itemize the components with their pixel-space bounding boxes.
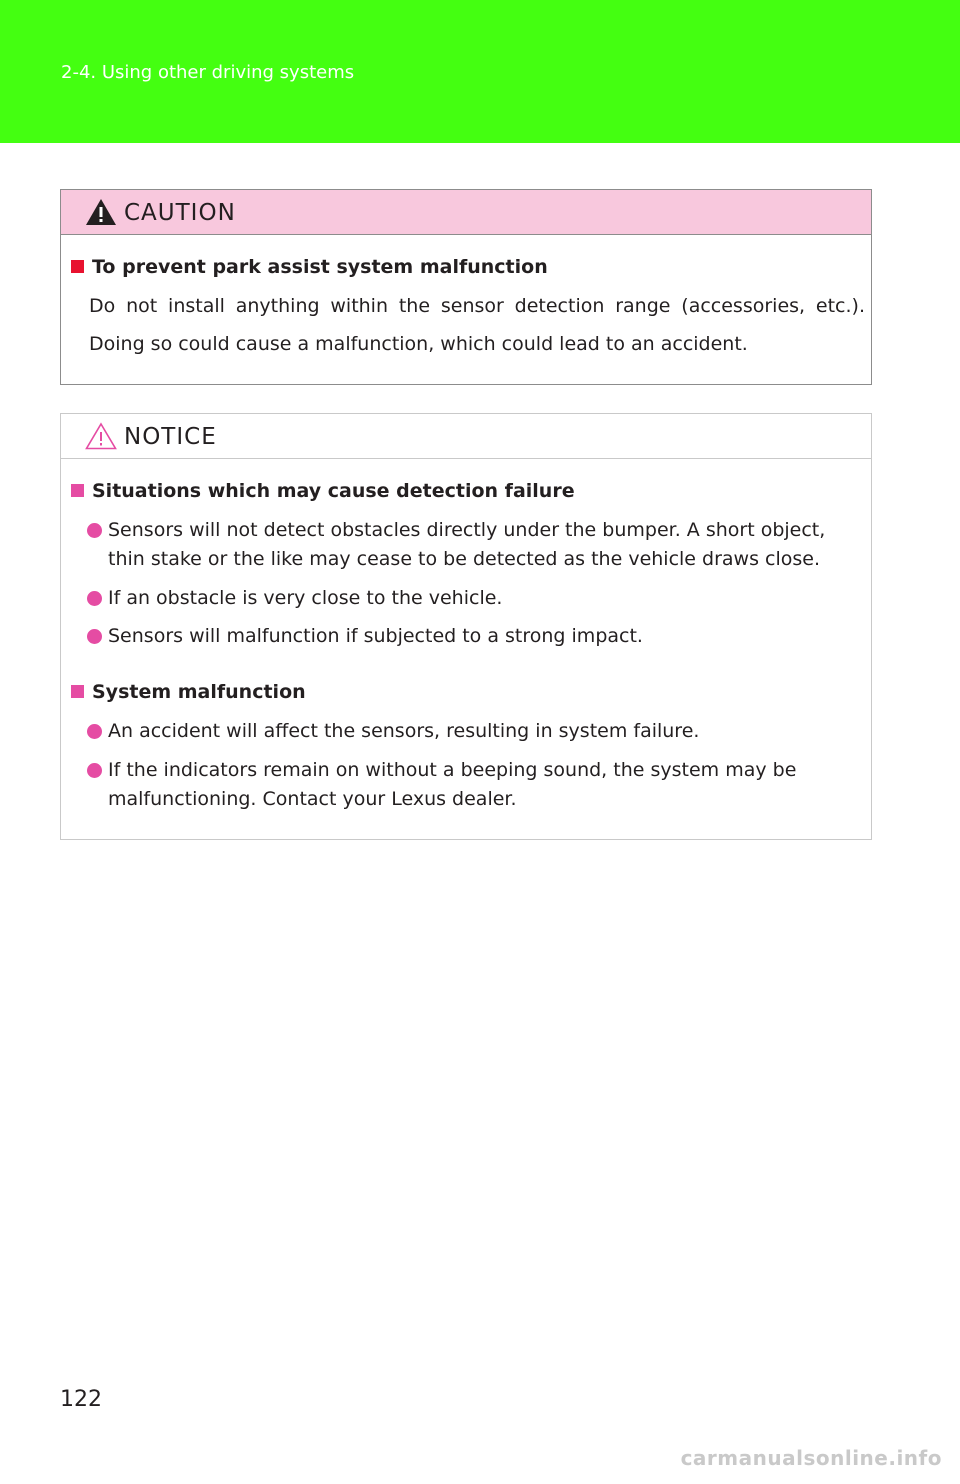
notice-header bbox=[61, 414, 871, 459]
list-item bbox=[87, 622, 865, 651]
list-item bbox=[87, 756, 865, 814]
circle-bullet-icon bbox=[87, 523, 102, 538]
caution-item-text: Do not install anything within the sensor detection range (accessories, etc.). Doing so could cause a malfunction, which could lead to an accident. bbox=[89, 295, 865, 355]
list-item-text: If the indicators remain on without a beeping sound, the system may be malfunctioning. Contact your Lexus dealer. bbox=[108, 759, 797, 810]
circle-bullet-icon bbox=[87, 763, 102, 778]
page-number: 122 bbox=[60, 1387, 102, 1412]
notice-item-title bbox=[71, 480, 575, 502]
circle-bullet-icon bbox=[87, 591, 102, 606]
list-item bbox=[87, 584, 865, 613]
square-bullet-icon bbox=[71, 484, 84, 497]
notice-label: NOTICE bbox=[124, 424, 217, 450]
notice-item-title bbox=[71, 681, 306, 703]
header-band bbox=[0, 0, 960, 143]
square-bullet-icon bbox=[71, 260, 84, 273]
watermark: carmanualsonline.info bbox=[680, 1446, 942, 1470]
list-item bbox=[87, 717, 865, 746]
warning-triangle-filled-icon bbox=[85, 198, 117, 226]
warning-triangle-outline-icon bbox=[85, 422, 117, 450]
notice-item-title-text: System malfunction bbox=[92, 681, 306, 703]
list-item-text: Sensors will malfunction if subjected to a strong impact. bbox=[108, 625, 643, 647]
caution-item-title bbox=[71, 256, 548, 278]
list-item-text: If an obstacle is very close to the vehicle. bbox=[108, 587, 503, 609]
notice-box bbox=[60, 413, 872, 840]
section-title: 2-4. Using other driving systems bbox=[61, 62, 355, 83]
square-bullet-icon bbox=[71, 685, 84, 698]
circle-bullet-icon bbox=[87, 629, 102, 644]
caution-header bbox=[61, 190, 871, 235]
circle-bullet-icon bbox=[87, 724, 102, 739]
caution-label: CAUTION bbox=[124, 200, 236, 226]
notice-item-title-text: Situations which may cause detection failure bbox=[92, 480, 575, 502]
caution-item-title-text: To prevent park assist system malfunction bbox=[92, 256, 548, 278]
caution-box bbox=[60, 189, 872, 385]
list-item-text: An accident will affect the sensors, resulting in system failure. bbox=[108, 720, 700, 742]
list-item-text: Sensors will not detect obstacles directly under the bumper. A short object, thin stake or the like may cease to be detected as the vehicle draws close. bbox=[108, 519, 826, 570]
list-item bbox=[87, 516, 865, 574]
